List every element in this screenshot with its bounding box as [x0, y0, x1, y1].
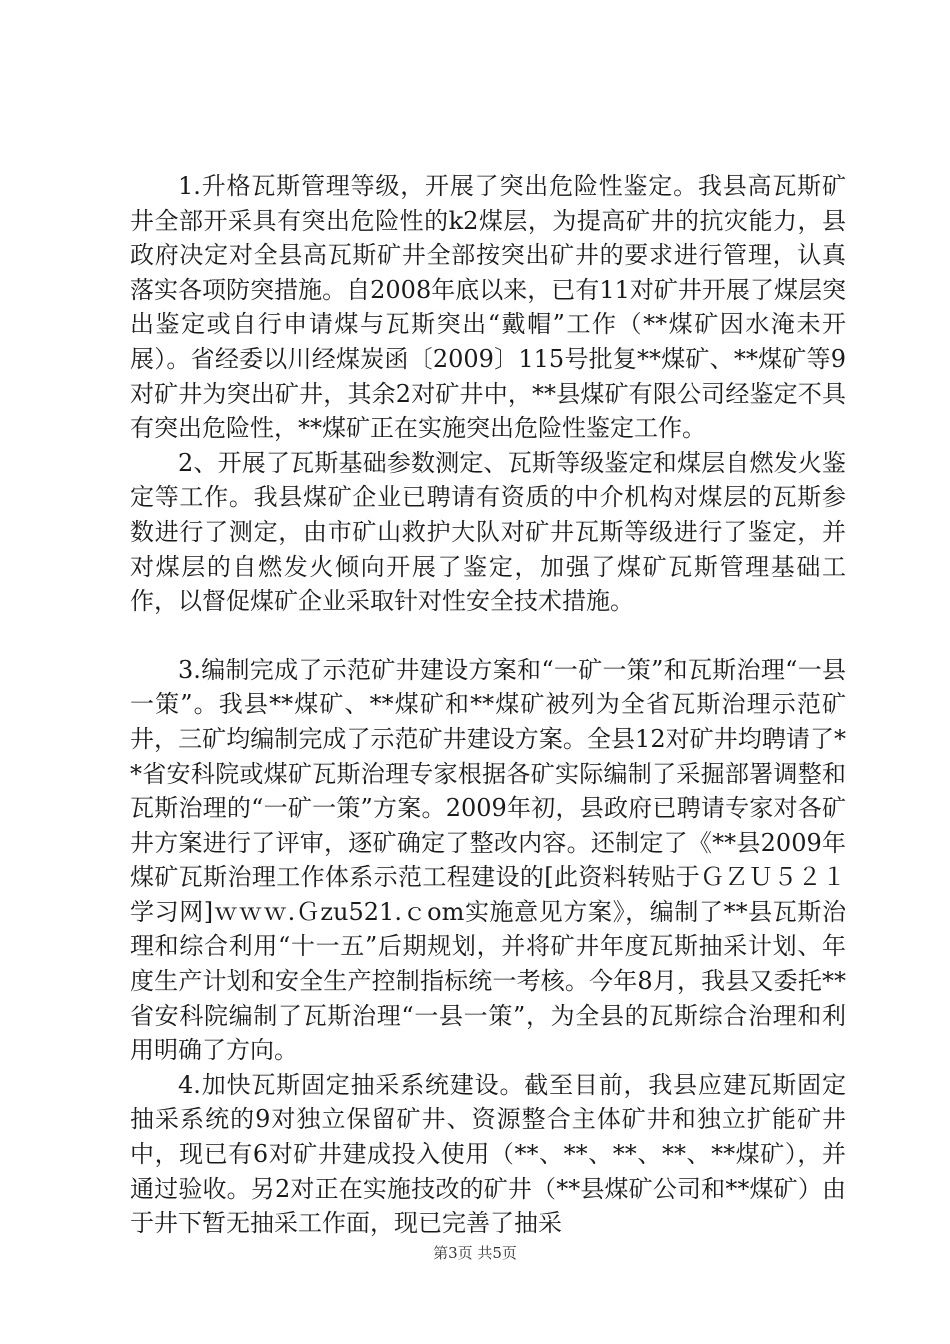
paragraph-1: 1.升格瓦斯管理等级，开展了突出危险性鉴定。我县高瓦斯矿井全部开采具有突出危险性的k2煤层，为提高矿井的抗灾能力，县政府决定对全县高瓦斯矿井全部按突出矿井的要求进行管理，认真落实各项防突措施。自2008年底以来，已有11对矿井开展了煤层突出鉴定或自行申请煤与瓦斯突出“戴帽”工作（**煤矿因水淹未开展）。省经委以川经煤炭函〔2009〕115号批复**煤矿、**煤矿等9对矿井为突出矿井，其余2对矿井中，**县煤矿有限公司经鉴定不具有突出危险性，**煤矿正在实施突出危险性鉴定工作。 [130, 172, 846, 443]
page-number-footer: 第3页 共5页 [433, 1244, 517, 1262]
paragraph-4: 4.加快瓦斯固定抽采系统建设。截至目前，我县应建瓦斯固定抽采系统的9对独立保留矿井、资源整合主体矿井和独立扩能矿井中，现已有6对矿井建成投入使用（**、**、**、**、**煤矿），并通过验收。另2对正在实施技改的矿井（**县煤矿公司和**煤矿）由于井下暂无抽采工作面，现已完善了抽采 [130, 1070, 846, 1238]
document-body [130, 169, 846, 1241]
paragraph-2: 2、开展了瓦斯基础参数测定、瓦斯等级鉴定和煤层自燃发火鉴定等工作。我县煤矿企业已聘请有资质的中介机构对煤层的瓦斯参数进行了测定，由市矿山救护大队对矿井瓦斯等级进行了鉴定，并对煤层的自燃发火倾向开展了鉴定，加强了煤矿瓦斯管理基础工作，以督促煤矿企业采取针对性安全技术措施。 [130, 448, 846, 616]
paragraph-3: 3.编制完成了示范矿井建设方案和“一矿一策”和瓦斯治理“一县一策”。我县**煤矿、**煤矿和**煤矿被列为全省瓦斯治理示范矿井，三矿均编制完成了示范矿井建设方案。全县12对矿井均聘请了**省安科院或煤矿瓦斯治理专家根据各矿实际编制了采掘部署调整和瓦斯治理的“一矿一策”方案。2009年初，县政府已聘请专家对各矿井方案进行了评审，逐矿确定了整改内容。还制定了《**县2009年煤矿瓦斯治理工作体系示范工程建设的[此资料转贴于ＧＺＵ５２１学习网]ｗｗｗ.Ｇzu521.ｃom实施意见方案》，编制了**县瓦斯治理和综合利用“十一五”后期规划，并将矿井年度瓦斯抽采计划、年度生产计划和安全生产控制指标统一考核。今年8月，我县又委托**省安科院编制了瓦斯治理“一县一策”，为全县的瓦斯综合治理和利用明确了方向。 [130, 655, 846, 1065]
